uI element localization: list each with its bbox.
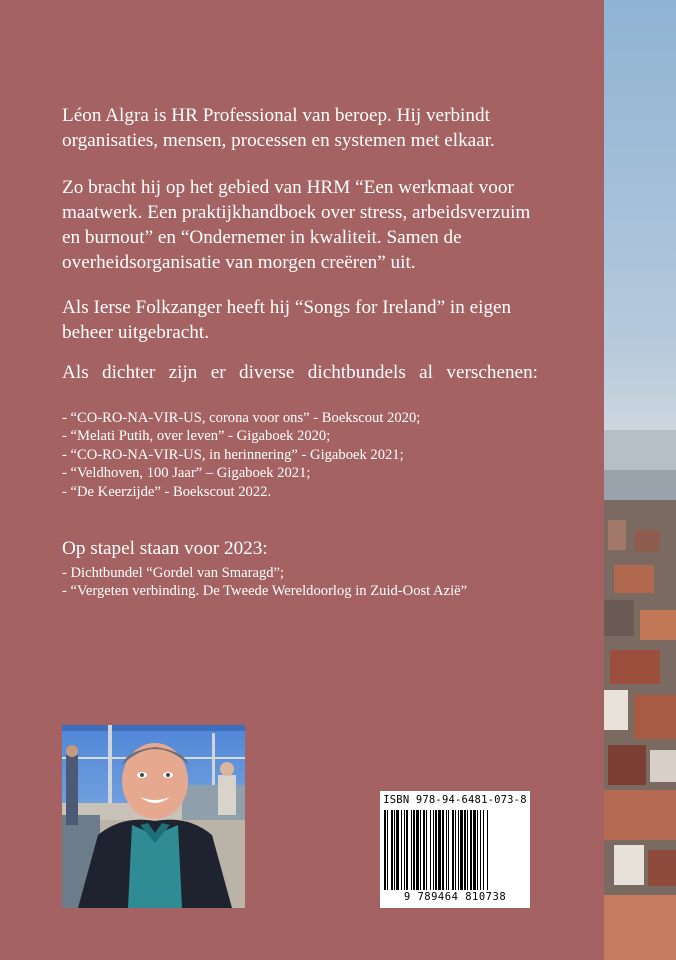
list-item: - “CO-RO-NA-VIR-US, corona voor ons” - Boekscout 2020;: [62, 410, 421, 426]
barcode-bars: [384, 810, 526, 890]
bio-paragraph-hrm-books: Zo bracht hij op het gebied van HRM “Een werkmaat voor maatwerk. Een praktijkhandboek over stress, arbeidsverzuim en burnout” en “Ondernemer in kwaliteit. Samen de overheidsorganisatie van morgen creëren” uit.: [62, 177, 531, 273]
list-item: - “De Keerzijde” - Boekscout 2022.: [62, 483, 272, 500]
isbn-barcode: [380, 791, 530, 908]
list-item: - “Melati Putih, over leven” - Gigaboek 2020;: [62, 428, 331, 445]
list-item: - “Vergeten verbinding. De Tweede Wereldoorlog in Zuid-Oost Azië”: [62, 583, 468, 600]
bio-paragraph-intro: Léon Algra is HR Professional van beroep. Hij verbindt organisaties, mensen, processen en systemen met elkaar.: [62, 105, 495, 151]
ean-digits: 9 789464 810738: [403, 891, 507, 903]
list-item: - “CO-RO-NA-VIR-US, in herinnering” - Gigaboek 2021;: [62, 446, 404, 463]
poetry-book-list: [62, 409, 542, 501]
bio-paragraph-folk-singer: Als Ierse Folkzanger heeft hij “Songs for Ireland” in eigen beheer uitgebracht.: [62, 297, 512, 343]
list-item: - “Veldhoven, 100 Jaar” – Gigaboek 2021;: [62, 465, 311, 482]
list-item: - Dichtbundel “Gordel van Smaragd”;: [62, 565, 285, 581]
front-cover-edge-city-photo: [604, 0, 676, 960]
upcoming-list: [62, 564, 542, 601]
bio-paragraph-poet: Als dichter zijn er diverse dichtbundels al verschenen:: [62, 362, 538, 383]
isbn-label: ISBN 978-94-6481-073-8: [383, 794, 527, 806]
author-photo: [62, 725, 245, 908]
upcoming-heading: Op stapel staan voor 2023:: [62, 538, 268, 559]
